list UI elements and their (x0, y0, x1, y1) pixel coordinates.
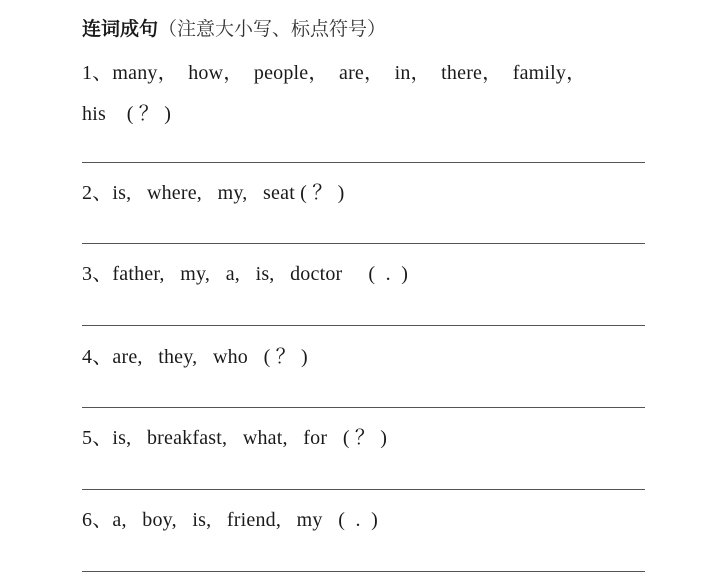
question-3-words: 3、father, my, a, is, doctor ( . ) (82, 263, 409, 285)
answer-line-4[interactable] (82, 407, 645, 408)
question-4-words: 4、are, they, who ( ？ ) (82, 346, 308, 368)
question-1-words-continued: his ( ？ ) (82, 103, 172, 125)
page-title (82, 16, 386, 42)
answer-line-2[interactable] (82, 243, 645, 244)
question-2-words: 2、is, where, my, seat ( ？ ) (82, 182, 345, 204)
title-note: （注意大小写、标点符号） (158, 18, 387, 40)
answer-line-1[interactable] (82, 162, 645, 163)
answer-line-3[interactable] (82, 325, 645, 326)
question-1-words: 1、many， how， people， are， in， there， family， (82, 62, 587, 84)
answer-line-5[interactable] (82, 489, 645, 490)
question-6-words: 6、a, boy, is, friend, my ( . ) (82, 509, 378, 531)
answer-line-6[interactable] (82, 571, 645, 572)
title-main: 连词成句 (82, 18, 159, 40)
question-5-words: 5、is, breakfast, what, for ( ？ ) (82, 427, 388, 449)
